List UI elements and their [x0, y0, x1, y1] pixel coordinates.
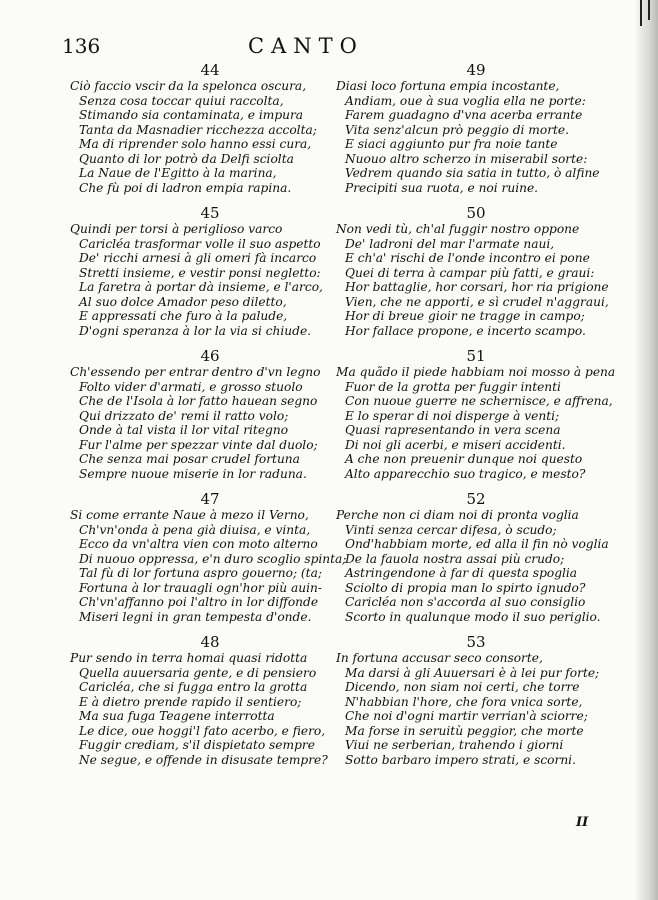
verse-line: Qui drizzato de' remi il ratto volo;: [79, 408, 289, 423]
verse-line: Scorto in qualunque modo il suo periglio.: [345, 609, 601, 624]
verse-line: Di noi gli acerbi, e miseri accidenti.: [345, 437, 566, 452]
verse-line: Dicendo, non siam noi certi, che torre: [345, 680, 580, 694]
verse-line: Ch'vn'affanno poi l'altro in lor diffonde: [79, 595, 319, 609]
verse-line: E lo sperar di noi disperge à venti;: [345, 408, 560, 423]
verse-line: Farem guadagno d'vna acerba errante: [345, 108, 583, 122]
verse-line: Sempre nuoue miserie in lor raduna.: [79, 466, 307, 481]
verse-line: Ma darsi à gli Auuersari è à lei pur forte;: [345, 665, 600, 680]
edge-mark: [648, 0, 650, 20]
verse-line: Sotto barbaro impero strati, e scorni.: [345, 752, 576, 767]
stanza: [70, 62, 350, 195]
verse-line: Le dice, oue hoggi'l fato acerbo, e fiero,: [79, 723, 326, 738]
verse-line: Andiam, oue à sua voglia ella ne porte:: [345, 93, 586, 108]
verse-line: Che senza mai posar crudel fortuna: [79, 452, 300, 466]
stanza: [336, 634, 616, 767]
verse-line: Di nuouo oppressa, e'n duro scoglio spinta;: [79, 551, 347, 566]
verse-line: Ch'essendo per entrar dentro d'vn legno: [70, 365, 321, 379]
verse-line: Nuouo altro scherzo in miserabil sorte:: [345, 151, 588, 166]
verse-line: Che noi d'ogni martir verrian'à sciorre;: [345, 709, 588, 723]
verse-line: Ecco da vn'altra vien con moto alterno: [79, 537, 318, 551]
stanza-number: 47: [200, 490, 220, 508]
stanza-number: 53: [466, 633, 486, 651]
verse-line: Fuggir crediam, s'il dispietato sempre: [79, 738, 315, 752]
verse-line: D'ogni speranza à lor la via si chiude.: [79, 323, 312, 338]
verse-line: Diasi loco fortuna empia incostante,: [336, 79, 560, 93]
verse-line: E ch'a' rischi de l'onde incontro ei pone: [345, 251, 590, 265]
verse-line: Ciò faccio vscir da la spelonca oscura,: [70, 79, 307, 93]
verse-line: Ma sua fuga Teagene interrotta: [79, 709, 275, 723]
stanza: [70, 205, 350, 338]
stanza: [70, 348, 350, 481]
verse-line: Senza cosa toccar quiui raccolta,: [79, 93, 284, 108]
verse-line: Hor di breue gioir ne tragge in campo;: [345, 309, 585, 323]
verse-line: E à dietro prende rapido il sentiero;: [79, 694, 302, 709]
stanza-number: 52: [466, 490, 486, 508]
verse-line: Vita senz'alcun prò peggio di morte.: [345, 122, 570, 137]
verse-line: Precipiti sua ruota, e noi ruine.: [345, 180, 539, 195]
stanza-number: 49: [466, 61, 486, 79]
verse-line: De' ricchi arnesi à gli omeri fà incarco: [79, 251, 317, 265]
verse-line: Che fù poi di ladron empia rapina.: [79, 180, 292, 195]
verse-line: La Naue de l'Egitto à la marina,: [79, 166, 277, 180]
verse-line: Tanta da Masnadier ricchezza accolta;: [79, 122, 317, 137]
verse-line: Vien, che ne apporti, e sì crudel n'aggraui,: [345, 294, 609, 309]
verse-line: Perche non ci diam noi di pronta voglia: [336, 508, 579, 522]
stanza-number: 46: [200, 347, 220, 365]
verse-line: Onde à tal vista il lor vital ritegno: [79, 423, 289, 437]
verse-line: Ch'vn'onda à pena già diuisa, e vinta,: [79, 522, 311, 537]
verse-line: Vedrem quando sia satia in tutto, ò alfine: [345, 166, 600, 180]
verse-line: Caricléa, che si fugga entro la grotta: [79, 680, 308, 694]
verse-line: Vinti senza cercar difesa, ò scudo;: [345, 522, 557, 537]
verse-line: Ma di riprender solo hanno essi cura,: [79, 137, 312, 151]
verse-line: Fur l'alme per spezzar vinte dal duolo;: [79, 437, 318, 452]
stanza-number: 45: [200, 204, 220, 222]
verse-line: Quella auuersaria gente, e di pensiero: [79, 665, 317, 680]
verse-line: In fortuna accusar seco consorte,: [336, 651, 543, 665]
verse-line: Astringendone à far di questa spoglia: [345, 566, 578, 580]
stanza: [336, 491, 616, 624]
verse-line: Sciolto di propia man lo spirto ignudo?: [345, 580, 586, 595]
verse-line: Si come errante Naue à mezo il Verno,: [70, 508, 309, 522]
left-column: [70, 62, 350, 777]
running-head: CANTO: [248, 34, 364, 58]
verse-line: Quei di terra à campar più fatti, e graui:: [345, 265, 595, 280]
verse-line: Viui ne serberian, trahendo i giorni: [345, 738, 564, 752]
verse-line: Ma forse in seruitù peggior, che morte: [345, 723, 584, 738]
verse-line: Fortuna à lor trauagli ogn'hor più auin-: [79, 580, 322, 595]
verse-line: Ne segue, e offende in disusate tempre?: [79, 752, 328, 767]
right-column: [336, 62, 616, 777]
stanza-number: 44: [200, 61, 220, 79]
verse-line: Quasi rapresentando in vera scena: [345, 423, 561, 437]
verse-line: A che non preuenir dunque noi questo: [345, 452, 583, 466]
verse-line: Hor fallace propone, e incerto scampo.: [345, 323, 586, 338]
verse-line: Alto apparecchio suo tragico, e mesto?: [345, 466, 586, 481]
verse-line: Miseri legni in gran tempesta d'onde.: [79, 609, 312, 624]
verse-line: Stimando sia contaminata, e impura: [79, 108, 304, 122]
stanza: [336, 348, 616, 481]
verse-line: Fuor de la grotta per fuggir intenti: [345, 379, 561, 394]
stanza-number: 50: [466, 204, 486, 222]
verse-line: Quindi per torsi à periglioso varco: [70, 222, 283, 236]
verse-line: Folto vider d'armati, e grosso stuolo: [79, 379, 303, 394]
stanza: [70, 634, 350, 767]
page-edge: [636, 0, 658, 900]
verse-line: De la fauola nostra assai più crudo;: [345, 551, 565, 566]
page-number: 136: [62, 34, 101, 58]
verse-line: Al suo dolce Amador peso diletto,: [79, 294, 287, 309]
stanza: [336, 62, 616, 195]
verse-line: N'habbian l'hore, che fora vnica sorte,: [345, 694, 583, 709]
verse-line: Non vedi tù, ch'al fuggir nostro oppone: [336, 222, 580, 236]
verse-line: Caricléa trasformar volle il suo aspetto: [79, 236, 321, 251]
verse-line: Ma quãdo il piede habbiam noi mosso à pena: [336, 365, 616, 379]
verse-line: Stretti insieme, e vestir ponsi negletto:: [79, 265, 321, 280]
verse-line: Pur sendo in terra homai quasi ridotta: [70, 651, 308, 665]
verse-line: Che de l'Isola à lor fatto hauean segno: [79, 394, 318, 408]
catchword: II: [576, 815, 589, 830]
verse-line: E appressati che furo à la palude,: [79, 309, 288, 323]
verse-line: De' ladroni del mar l'armate naui,: [345, 236, 555, 251]
verse-line: Hor battaglie, hor corsari, hor ria prigione: [345, 280, 609, 294]
verse-line: Quanto di lor potrò da Delfi sciolta: [79, 151, 294, 166]
stanza: [336, 205, 616, 338]
edge-mark: [640, 0, 642, 26]
verse-line: Tal fù di lor fortuna aspro gouerno; (ta;: [79, 566, 322, 580]
verse-line: Ond'habbiam morte, ed alla il fin nò voglia: [345, 537, 609, 551]
verse-line: La faretra à portar dà insieme, e l'arco,: [79, 280, 323, 294]
verse-line: Con nuoue guerre ne schernisce, e affrena,: [345, 394, 613, 408]
verse-line: E siaci aggiunto pur fra noie tante: [345, 137, 558, 151]
verse-line: Caricléa non s'accorda al suo consiglio: [345, 595, 586, 609]
stanza: [70, 491, 350, 624]
stanza-number: 48: [200, 633, 220, 651]
stanza-number: 51: [466, 347, 486, 365]
